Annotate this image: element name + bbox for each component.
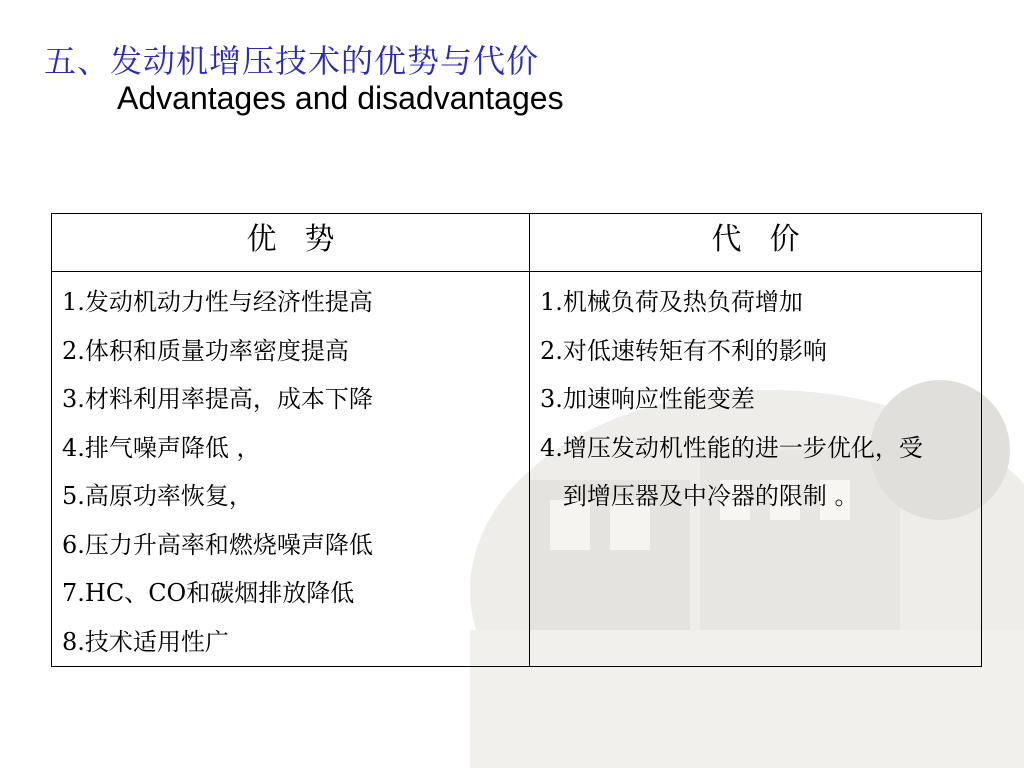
list-item: 3. 加速响应性能变差	[540, 385, 755, 413]
list-item: 2. 对低速转矩有不利的影响	[540, 336, 827, 365]
slide-title: 五、发动机增压技术的优势与代价	[44, 42, 540, 80]
list-item: 3.材料利用率提高，成本下降	[62, 385, 373, 413]
table-header-row	[52, 214, 982, 272]
costs-list	[530, 272, 981, 521]
list-item: 4. 增压发动机性能的进一步优化，受到增压器及中冷器的限制 。	[540, 433, 923, 510]
header-advantages: 优势	[52, 214, 530, 272]
advantages-cell	[52, 272, 530, 667]
slide-subtitle: Advantages and disadvantages	[117, 80, 564, 116]
comparison-table	[51, 213, 982, 667]
list-item: 4.排气噪声降低 ，	[62, 433, 261, 462]
list-item: 6.压力升高率和燃烧噪声降低	[62, 530, 373, 559]
costs-cell	[530, 272, 982, 667]
list-item: 7.HC、CO和碳烟排放降低	[62, 579, 355, 607]
list-item: 8.技术适用性广	[62, 627, 229, 656]
list-item: 1.发动机动力性与经济性提高	[62, 288, 373, 316]
list-item: 1. 机械负荷及热负荷增加	[540, 288, 803, 316]
list-item: 2.体积和质量功率密度提高	[62, 336, 349, 365]
list-item: 5.高原功率恢复，	[62, 482, 253, 510]
header-costs: 代价	[530, 214, 982, 272]
advantages-list	[52, 272, 529, 666]
table-body-row	[52, 272, 982, 667]
